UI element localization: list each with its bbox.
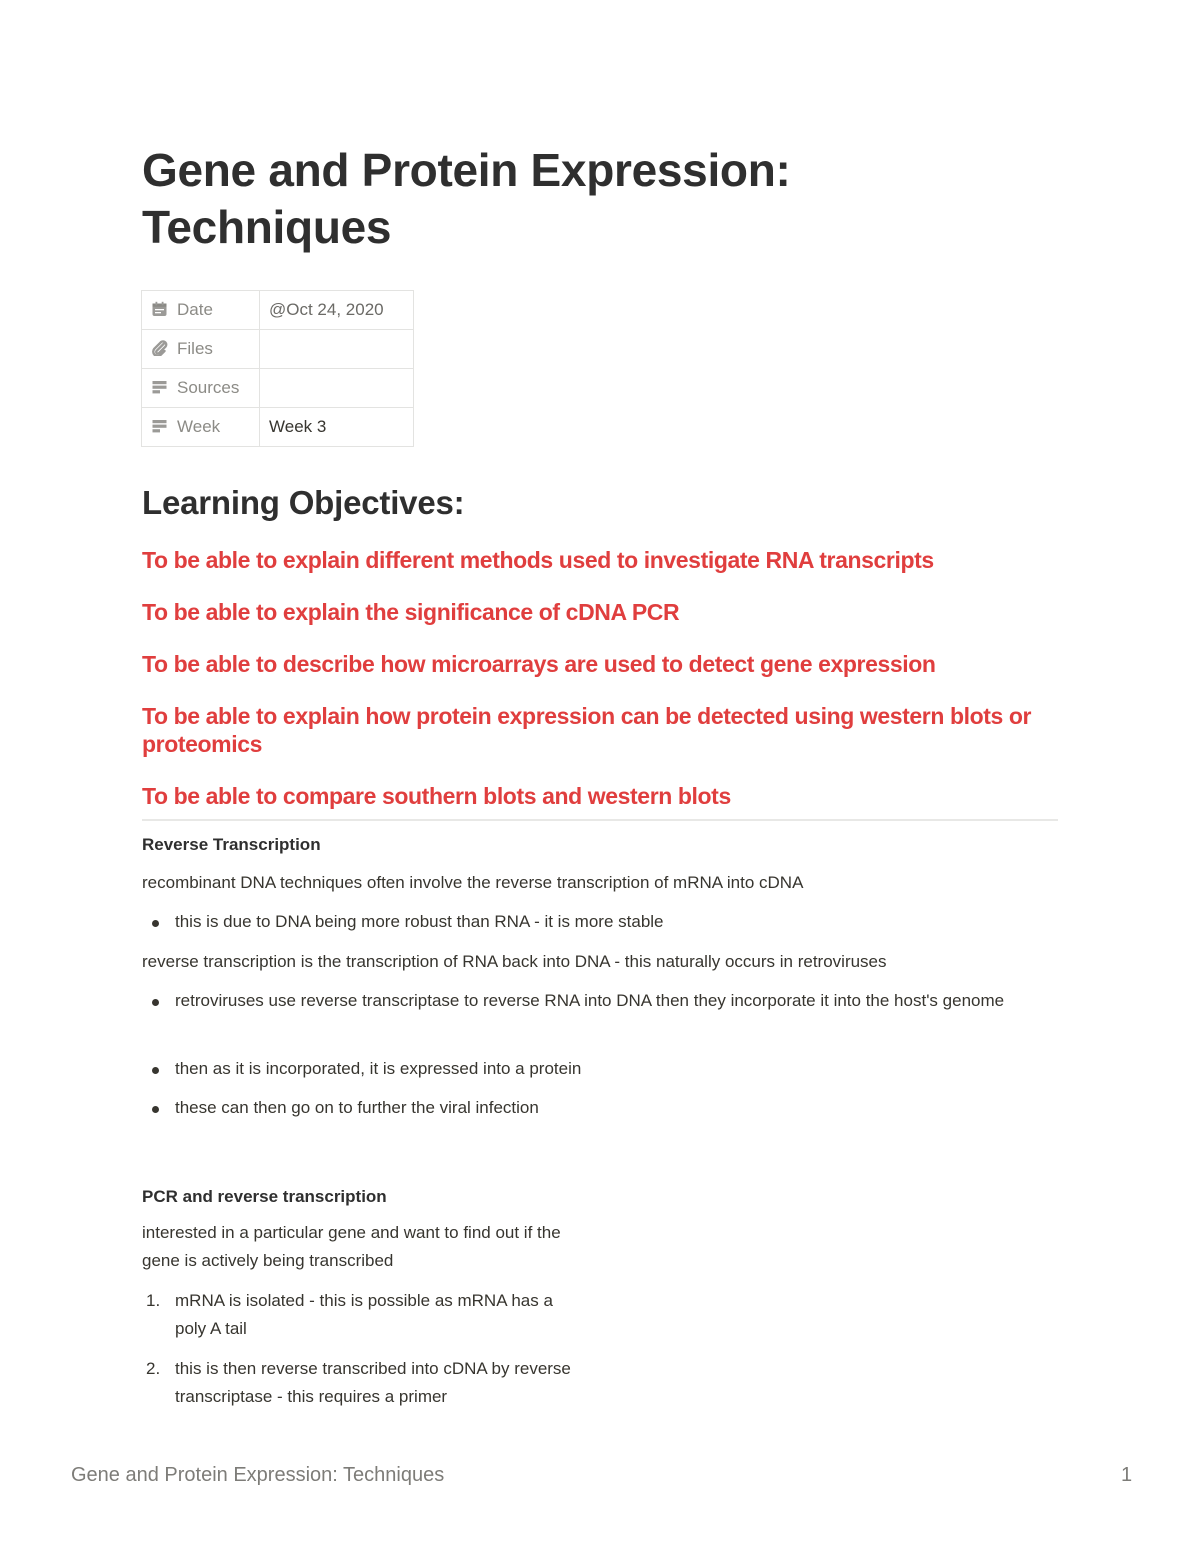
property-key-cell bbox=[142, 291, 260, 330]
objective-item: To be able to describe how microarrays are used to detect gene expression bbox=[142, 651, 936, 677]
list-item: retroviruses use reverse transcriptase to reverse RNA into DNA then they incorporate it into the host's genome bbox=[175, 991, 1005, 1010]
reverse-transcription-heading: Reverse Transcription bbox=[142, 835, 321, 854]
paperclip-icon bbox=[151, 340, 168, 356]
property-row-week bbox=[142, 408, 414, 447]
property-value[interactable] bbox=[260, 369, 414, 408]
objective-item: To be able to explain how protein expression can be detected using western blots or proteomics bbox=[142, 703, 1032, 757]
list-number: 1. bbox=[146, 1291, 161, 1310]
bullet-dot bbox=[152, 1067, 159, 1074]
text-property-icon bbox=[151, 418, 168, 434]
list-item: this is due to DNA being more robust than RNA - it is more stable bbox=[175, 912, 664, 931]
property-row-sources bbox=[142, 369, 414, 408]
page-number: 1 bbox=[1121, 1464, 1133, 1486]
property-value[interactable] bbox=[260, 330, 414, 369]
text-property-icon bbox=[151, 379, 168, 395]
bullet-dot bbox=[152, 1106, 159, 1113]
paragraph: recombinant DNA techniques often involve the reverse transcription of mRNA into cDNA bbox=[142, 873, 804, 892]
properties-table bbox=[141, 290, 414, 447]
paragraph: interested in a particular gene and want to find out if the gene is actively being transcribed bbox=[142, 1223, 561, 1270]
property-key-cell bbox=[142, 369, 260, 408]
paragraph: reverse transcription is the transcription of RNA back into DNA - this naturally occurs in retroviruses bbox=[142, 952, 887, 971]
property-key: Sources bbox=[177, 378, 240, 397]
pcr-heading: PCR and reverse transcription bbox=[142, 1187, 387, 1206]
list-item: these can then go on to further the viral infection bbox=[175, 1098, 539, 1117]
bullet-dot bbox=[152, 999, 159, 1006]
page-title: Gene and Protein Expression: Techniques bbox=[142, 144, 791, 253]
list-item: mRNA is isolated - this is possible as mRNA has a poly A tail bbox=[175, 1291, 553, 1338]
property-key-cell bbox=[142, 408, 260, 447]
footer-title: Gene and Protein Expression: Techniques bbox=[71, 1464, 445, 1486]
property-value[interactable]: @Oct 24, 2020 bbox=[260, 291, 414, 330]
property-row-files bbox=[142, 330, 414, 369]
property-value[interactable]: Week 3 bbox=[260, 408, 414, 447]
list-number: 2. bbox=[146, 1359, 161, 1378]
property-key-cell bbox=[142, 330, 260, 369]
property-key: Files bbox=[177, 339, 213, 358]
objective-item: To be able to explain different methods used to investigate RNA transcripts bbox=[142, 547, 934, 573]
bullet-dot bbox=[152, 920, 159, 927]
property-key: Week bbox=[177, 417, 221, 436]
calendar-icon bbox=[151, 301, 168, 317]
list-item: then as it is incorporated, it is expressed into a protein bbox=[175, 1059, 582, 1078]
objective-item: To be able to compare southern blots and western blots bbox=[142, 783, 731, 809]
section-divider bbox=[142, 819, 1058, 821]
objective-item: To be able to explain the significance of cDNA PCR bbox=[142, 599, 680, 625]
list-item: this is then reverse transcribed into cDNA by reverse transcriptase - this requires a primer bbox=[175, 1359, 571, 1406]
learning-objectives-heading: Learning Objectives: bbox=[142, 484, 465, 521]
property-row-date bbox=[142, 291, 414, 330]
property-key: Date bbox=[177, 300, 213, 319]
